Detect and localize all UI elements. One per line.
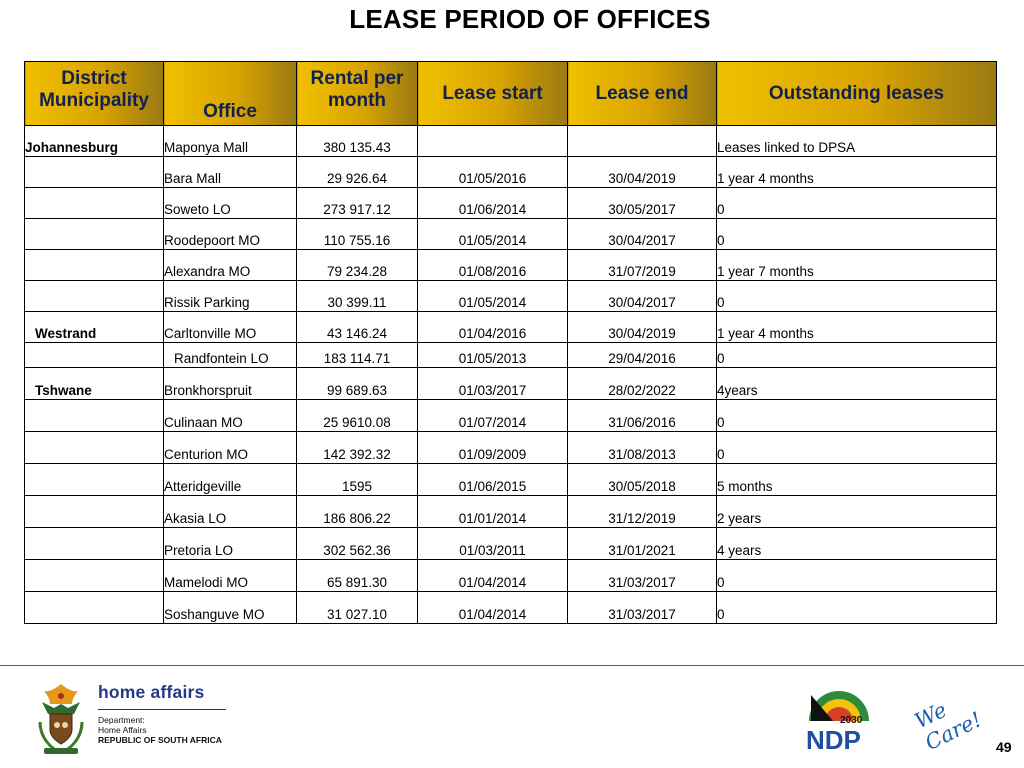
district-cell xyxy=(25,250,164,281)
outstanding-cell: 1 year 4 months xyxy=(717,312,997,343)
republic-label: REPUBLIC OF SOUTH AFRICA xyxy=(98,735,222,745)
lease-start-cell: 01/05/2014 xyxy=(418,219,568,250)
office-cell: Culinaan MO xyxy=(164,400,297,432)
office-cell: Atteridgeville xyxy=(164,464,297,496)
rental-cell: 273 917.12 xyxy=(297,188,418,219)
table-row xyxy=(25,592,997,624)
ndp-logo-icon xyxy=(803,685,875,753)
lease-start-cell: 01/05/2014 xyxy=(418,281,568,312)
office-cell: Alexandra MO xyxy=(164,250,297,281)
rental-cell: 65 891.30 xyxy=(297,560,418,592)
office-cell: Rissik Parking xyxy=(164,281,297,312)
lease-end-cell: 31/03/2017 xyxy=(568,560,717,592)
outstanding-cell: 4 years xyxy=(717,528,997,560)
lease-end-cell: 30/04/2019 xyxy=(568,312,717,343)
outstanding-cell: 0 xyxy=(717,281,997,312)
table-row xyxy=(25,528,997,560)
table-row xyxy=(25,496,997,528)
header-lease-end: Lease end xyxy=(568,62,717,126)
outstanding-cell: 0 xyxy=(717,343,997,368)
outstanding-cell: 0 xyxy=(717,432,997,464)
district-cell xyxy=(25,219,164,250)
district-cell xyxy=(25,592,164,624)
district-cell xyxy=(25,188,164,219)
office-cell: Soshanguve MO xyxy=(164,592,297,624)
lease-end-cell: 30/04/2017 xyxy=(568,281,717,312)
lease-start-cell: 01/08/2016 xyxy=(418,250,568,281)
table-header-row xyxy=(25,62,997,126)
outstanding-cell: 0 xyxy=(717,188,997,219)
table-row xyxy=(25,400,997,432)
lease-start-cell: 01/03/2017 xyxy=(418,368,568,400)
rental-cell: 30 399.11 xyxy=(297,281,418,312)
ndp-year: 2030 xyxy=(840,715,863,726)
rental-cell: 186 806.22 xyxy=(297,496,418,528)
rental-cell: 99 689.63 xyxy=(297,368,418,400)
lease-end-cell: 29/04/2016 xyxy=(568,343,717,368)
table-row xyxy=(25,343,997,368)
table-row xyxy=(25,560,997,592)
district-cell xyxy=(25,496,164,528)
table-row xyxy=(25,368,997,400)
footer-divider xyxy=(0,665,1024,666)
table-row xyxy=(25,219,997,250)
outstanding-cell: 4years xyxy=(717,368,997,400)
lease-start-cell: 01/04/2014 xyxy=(418,592,568,624)
lease-end-cell: 30/05/2017 xyxy=(568,188,717,219)
lease-start-cell: 01/05/2016 xyxy=(418,157,568,188)
rental-cell: 25 9610.08 xyxy=(297,400,418,432)
district-cell xyxy=(25,343,164,368)
home-affairs-brand: home affairs xyxy=(98,682,205,702)
rental-cell: 79 234.28 xyxy=(297,250,418,281)
header-rental: Rental per month xyxy=(297,62,418,126)
header-district: District Municipality xyxy=(25,62,164,126)
table-row xyxy=(25,281,997,312)
office-cell: Pretoria LO xyxy=(164,528,297,560)
table-row xyxy=(25,464,997,496)
page-number: 49 xyxy=(996,739,1012,755)
outstanding-cell: 0 xyxy=(717,400,997,432)
office-cell: Roodepoort MO xyxy=(164,219,297,250)
lease-start-cell: 01/07/2014 xyxy=(418,400,568,432)
table-row xyxy=(25,312,997,343)
district-cell xyxy=(25,400,164,432)
outstanding-cell: 2 years xyxy=(717,496,997,528)
lease-start-cell: 01/05/2013 xyxy=(418,343,568,368)
we-care-slogan: We Care! xyxy=(910,697,986,755)
rental-cell: 142 392.32 xyxy=(297,432,418,464)
outstanding-cell: Leases linked to DPSA xyxy=(717,126,997,157)
outstanding-cell: 1 year 4 months xyxy=(717,157,997,188)
lease-table xyxy=(24,61,997,624)
rental-cell: 183 114.71 xyxy=(297,343,418,368)
header-outstanding: Outstanding leases xyxy=(717,62,997,126)
lease-end-cell: 30/04/2017 xyxy=(568,219,717,250)
lease-end-cell: 30/04/2019 xyxy=(568,157,717,188)
office-cell: Bara Mall xyxy=(164,157,297,188)
header-office: Office xyxy=(164,62,297,126)
lease-start-cell: 01/06/2015 xyxy=(418,464,568,496)
dept-label: Department: xyxy=(98,715,145,725)
outstanding-cell: 0 xyxy=(717,560,997,592)
district-cell xyxy=(25,432,164,464)
brand-rule xyxy=(98,709,226,710)
page-title: LEASE PERIOD OF OFFICES xyxy=(349,4,711,34)
lease-end-cell: 31/01/2021 xyxy=(568,528,717,560)
lease-start-cell: 01/04/2016 xyxy=(418,312,568,343)
coat-of-arms-icon xyxy=(34,682,88,756)
home-affairs-logo xyxy=(34,682,234,758)
lease-start-cell: 01/06/2014 xyxy=(418,188,568,219)
lease-start-cell: 01/01/2014 xyxy=(418,496,568,528)
district-cell xyxy=(25,528,164,560)
table-row xyxy=(25,126,997,157)
rental-cell: 380 135.43 xyxy=(297,126,418,157)
rental-cell: 302 562.36 xyxy=(297,528,418,560)
lease-start-cell: 01/09/2009 xyxy=(418,432,568,464)
office-cell: Maponya Mall xyxy=(164,126,297,157)
table-row xyxy=(25,157,997,188)
district-cell xyxy=(25,464,164,496)
district-cell xyxy=(25,281,164,312)
lease-start-cell: 01/04/2014 xyxy=(418,560,568,592)
district-cell xyxy=(25,560,164,592)
rental-cell: 110 755.16 xyxy=(297,219,418,250)
table-row xyxy=(25,188,997,219)
lease-end-cell: 31/12/2019 xyxy=(568,496,717,528)
outstanding-cell: 0 xyxy=(717,592,997,624)
outstanding-cell: 0 xyxy=(717,219,997,250)
header-lease-start: Lease start xyxy=(418,62,568,126)
outstanding-cell: 5 months xyxy=(717,464,997,496)
lease-end-cell: 31/06/2016 xyxy=(568,400,717,432)
lease-end-cell: 31/07/2019 xyxy=(568,250,717,281)
lease-end-cell: 31/08/2013 xyxy=(568,432,717,464)
lease-end-cell: 30/05/2018 xyxy=(568,464,717,496)
district-cell: Westrand xyxy=(25,312,164,343)
office-cell: Soweto LO xyxy=(164,188,297,219)
ndp-text: NDP xyxy=(806,725,861,753)
table-row xyxy=(25,250,997,281)
office-cell: Randfontein LO xyxy=(164,343,297,368)
district-cell: Johannesburg xyxy=(25,126,164,157)
rental-cell: 31 027.10 xyxy=(297,592,418,624)
lease-end-cell xyxy=(568,126,717,157)
district-cell: Tshwane xyxy=(25,368,164,400)
district-cell xyxy=(25,157,164,188)
outstanding-cell: 1 year 7 months xyxy=(717,250,997,281)
table-row xyxy=(25,432,997,464)
office-cell: Bronkhorspruit xyxy=(164,368,297,400)
office-cell: Carltonville MO xyxy=(164,312,297,343)
lease-end-cell: 28/02/2022 xyxy=(568,368,717,400)
office-cell: Mamelodi MO xyxy=(164,560,297,592)
rental-cell: 43 146.24 xyxy=(297,312,418,343)
rental-cell: 1595 xyxy=(297,464,418,496)
office-cell: Akasia LO xyxy=(164,496,297,528)
rental-cell: 29 926.64 xyxy=(297,157,418,188)
office-cell: Centurion MO xyxy=(164,432,297,464)
dept-name: Home Affairs xyxy=(98,725,147,735)
lease-end-cell: 31/03/2017 xyxy=(568,592,717,624)
lease-start-cell xyxy=(418,126,568,157)
lease-start-cell: 01/03/2011 xyxy=(418,528,568,560)
